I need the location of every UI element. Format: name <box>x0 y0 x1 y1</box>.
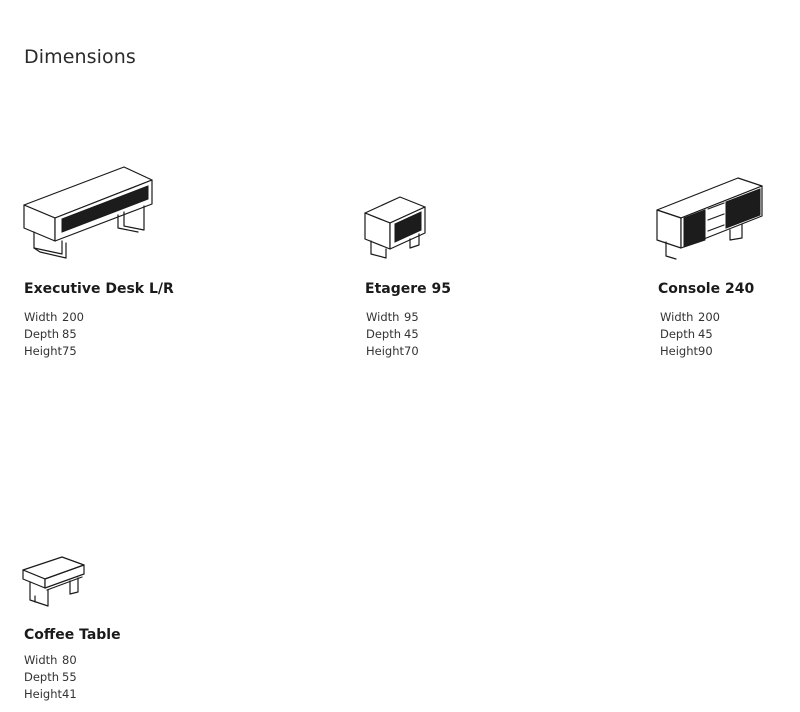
product-name: Coffee Table <box>24 627 121 643</box>
page-title: Dimensions <box>24 46 136 68</box>
depth-label: Depth <box>366 326 402 341</box>
height-value: 90 <box>698 343 713 358</box>
depth-label: Depth <box>24 326 60 341</box>
product-name: Executive Desk L/R <box>24 281 174 297</box>
width-label: Width <box>24 652 58 667</box>
width-value: 200 <box>698 309 720 324</box>
width-row <box>24 651 77 668</box>
width-value: 80 <box>62 652 77 667</box>
product-name: Console 240 <box>658 281 755 297</box>
depth-label: Depth <box>660 326 696 341</box>
depth-value: 55 <box>62 669 77 684</box>
width-value: 95 <box>404 309 419 324</box>
depth-value: 45 <box>698 326 713 341</box>
product-name: Etagere 95 <box>365 281 451 297</box>
height-value: 75 <box>62 343 77 358</box>
width-label: Width <box>24 309 58 324</box>
depth-value: 85 <box>62 326 77 341</box>
depth-label: Depth <box>24 669 60 684</box>
height-label: Height <box>24 343 63 358</box>
height-value: 70 <box>404 343 419 358</box>
dimensions-table <box>24 651 77 702</box>
width-value: 200 <box>62 309 84 324</box>
width-label: Width <box>660 309 694 324</box>
height-label: Height <box>24 686 63 701</box>
height-row <box>24 685 77 702</box>
height-value: 41 <box>62 686 77 701</box>
depth-value: 45 <box>404 326 419 341</box>
width-label: Width <box>366 309 400 324</box>
height-label: Height <box>366 343 405 358</box>
depth-row <box>24 668 77 685</box>
height-label: Height <box>660 343 699 358</box>
